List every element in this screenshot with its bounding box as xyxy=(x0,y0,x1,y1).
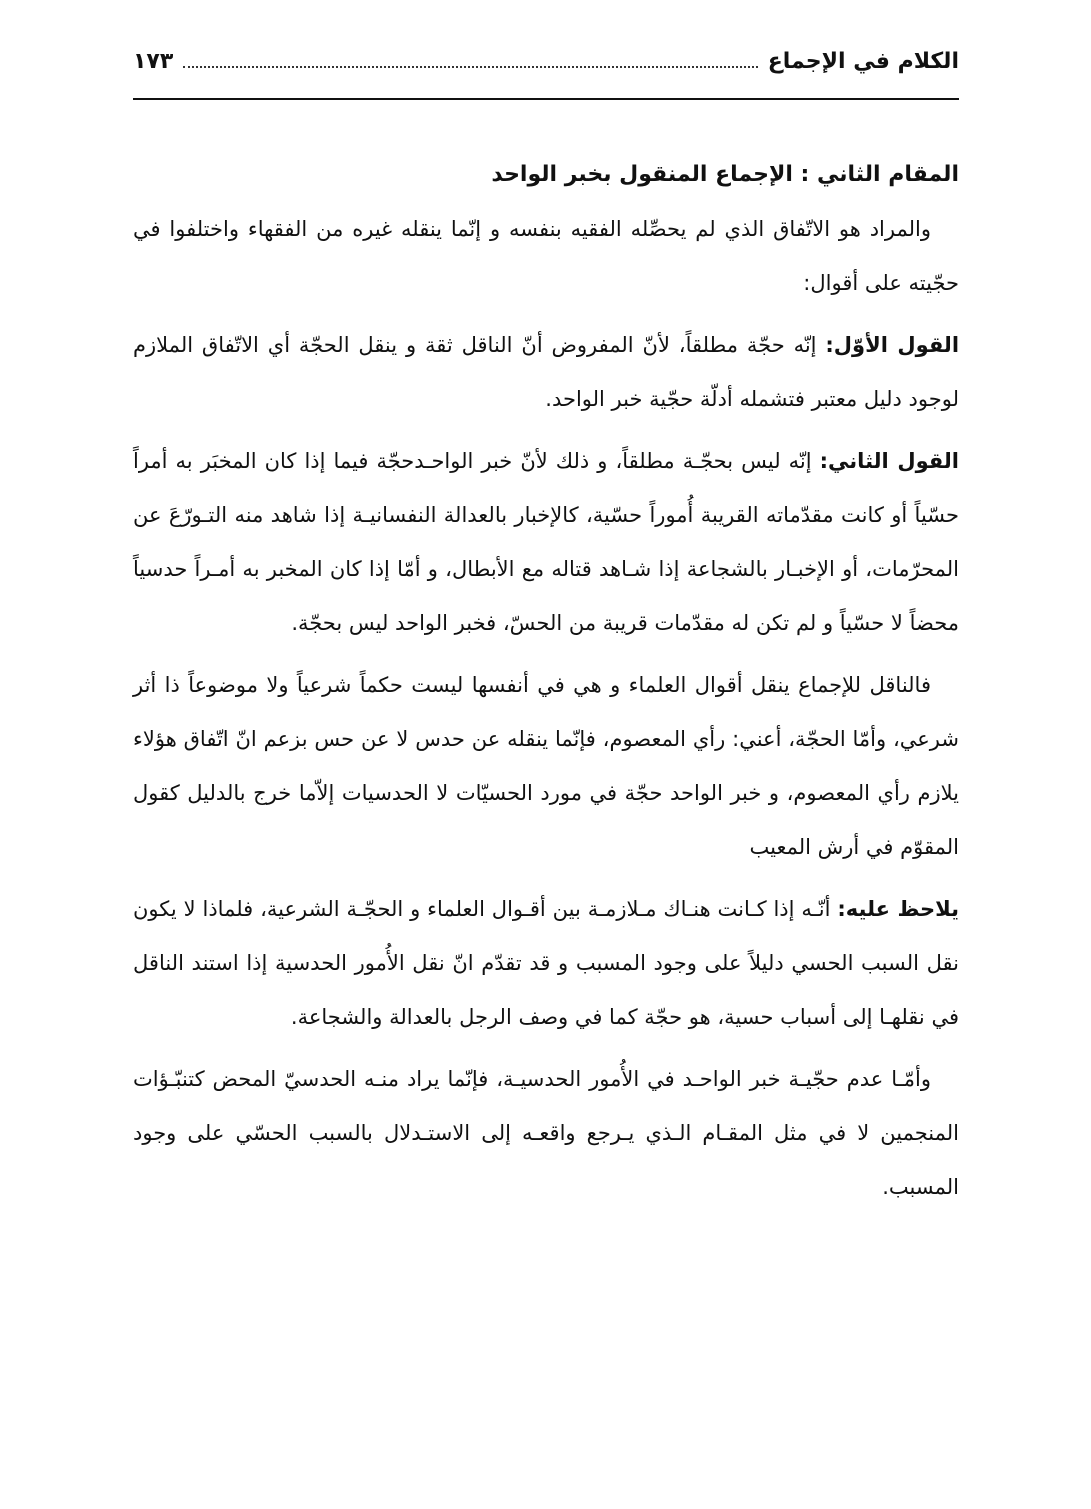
paragraph-transmitter: فالناقل للإجماع ينقل أقوال العلماء و هي في أنفسها ليست حكماً شرعياً ولا موضوعاً ذا أثر شرعي، وأمّا الحجّة، أعني: رأي المعصوم، فإنّما ينقله عن حدس لا عن حس بزعم انّ اتّفاق هؤلاء يلازم رأي المعصوم، و خبر الواحد حجّة في مورد الحسيّات لا الحدسيات إلاّما خرج بالدليل كقول المقوّم في أرش المعيب xyxy=(133,673,959,859)
paragraph-second-opinion xyxy=(133,434,959,650)
page-body xyxy=(133,148,959,1222)
section-heading: المقام الثاني : الإجماع المنقول بخبر الواحد xyxy=(491,162,959,187)
observation-label: يلاحظ عليه: xyxy=(837,897,960,921)
header-title: الكلام في الإجماع xyxy=(767,48,959,74)
paragraph-first-opinion xyxy=(133,318,959,426)
header-dot-leader xyxy=(183,66,757,68)
paragraph-conclusion: وأمّـا عدم حجّيـة خبر الواحـد في الأُمور الحدسيـة، فإنّما يراد منـه الحدسيّ المحض كتنبّـؤات المنجمين لا في مثل المقـام الـذي يـرجع واقعـه إلى الاستـدلال بالسبب الحسّي على وجود المسبب. xyxy=(133,1067,959,1199)
second-opinion-label: القول الثاني: xyxy=(819,449,959,473)
paragraph-intro: والمراد هو الاتّفاق الذي لم يحصِّله الفقيه بنفسه و إنّما ينقله غيره من الفقهاء واختلفوا في حجّيته على أقوال: xyxy=(133,217,959,295)
first-opinion-label: القول الأوّل: xyxy=(825,333,960,357)
first-opinion-text: إنّه حجّة مطلقاً، لأنّ المفروض أنّ الناقل ثقة و ينقل الحجّة أي الاتّفاق الملازم لوجود دليل معتبر فتشمله أدلّة حجّية خبر الواحد. xyxy=(133,333,959,411)
observation-text: أنّـه إذا كـانت هنـاك مـلازمـة بين أقـوال العلماء و الحجّـة الشرعية، فلماذا لا يكون نقل السبب الحسي دليلاً على وجود المسبب و قد تقدّم انّ نقل الأُمور الحدسية إذا استند الناقل في نقلهـا إلى أسباب حسية، هو حجّة كما في وصف الرجل بالعدالة والشجاعة. xyxy=(133,897,959,1029)
page-number: ١٧٣ xyxy=(133,48,174,74)
paragraph-observation xyxy=(133,882,959,1044)
running-header xyxy=(133,40,959,82)
header-rule xyxy=(133,98,959,100)
second-opinion-text: إنّه ليس بحجّـة مطلقاً، و ذلك لأنّ خبر الواحـدحجّة فيما إذا كان المخبَر به أمراً حسّياً أو كانت مقدّماته القريبة أُموراً حسّية، كالإخبار بالعدالة النفسانيـة إذا شاهد منه التـورّعَ عن المحرّمات، أو الإخبـار بالشجاعة إذا شـاهد قتاله مع الأبطال، و أمّا إذا كان المخبر به أمـراً حدسياً محضاً لا حسّياً و لم تكن له مقدّمات قريبة من الحسّ، فخبر الواحد ليس بحجّة. xyxy=(133,449,959,635)
